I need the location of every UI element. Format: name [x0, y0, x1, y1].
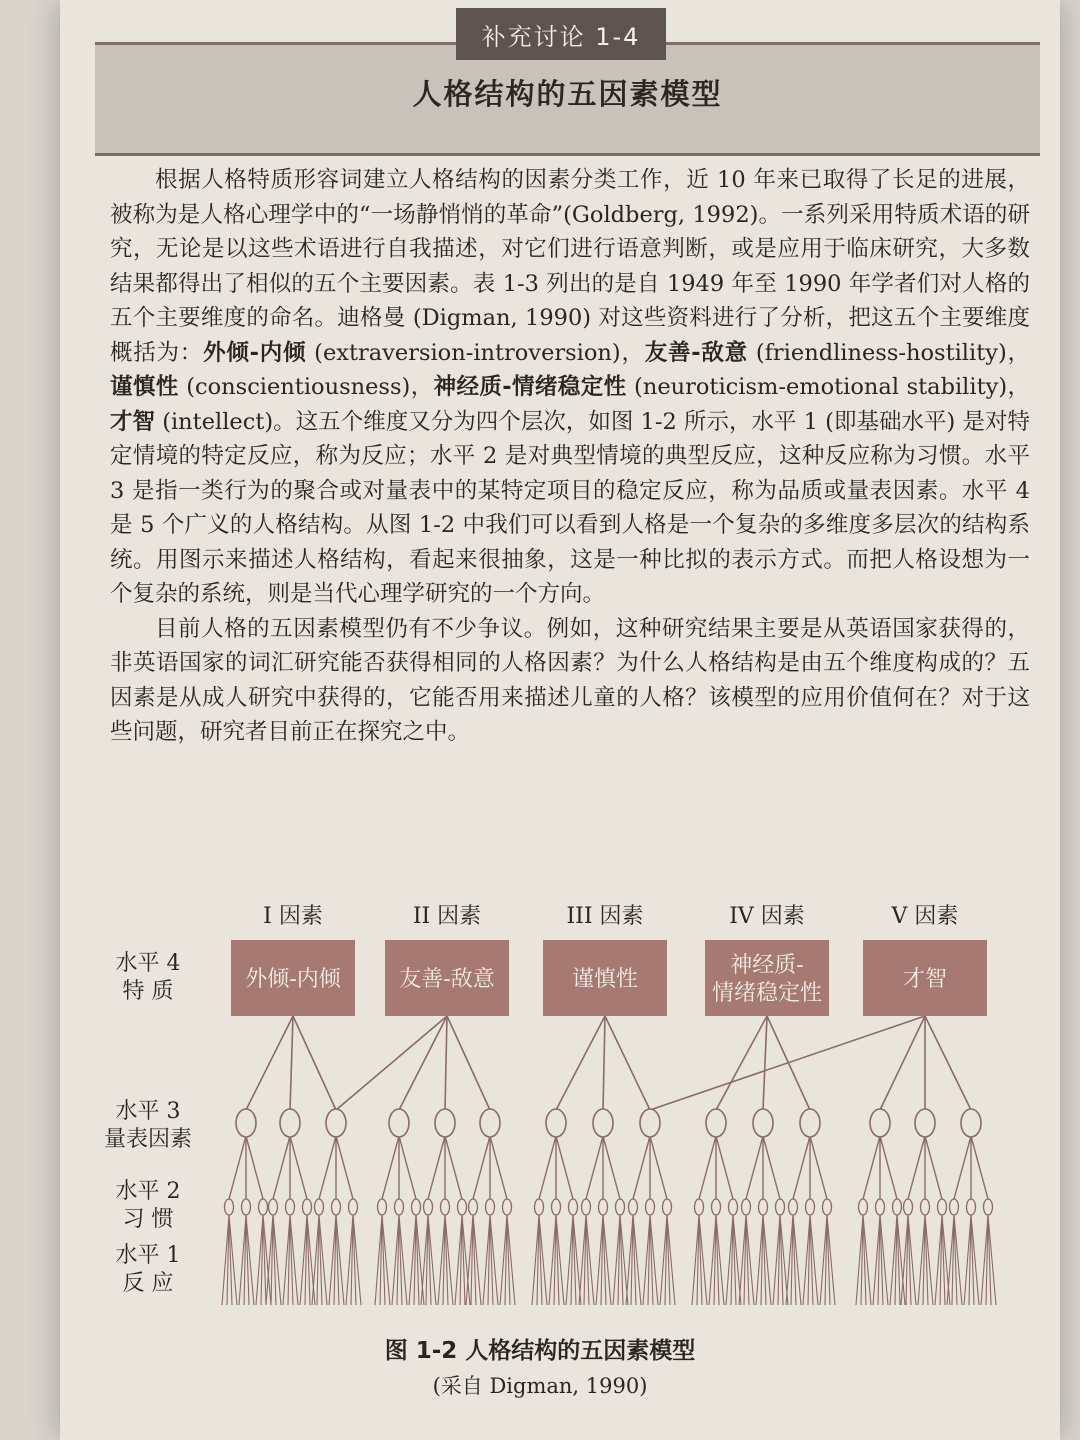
section-tab: 补充讨论 1-4 [456, 8, 666, 60]
tree-link [473, 1136, 490, 1199]
factor-label: 神经质- [730, 953, 804, 978]
figure-source: (采自 Digman, 1990) [432, 1374, 648, 1398]
factor-term: 神经质-情绪稳定性 [433, 374, 627, 400]
tree-link [319, 1136, 336, 1199]
scale-factor-node [593, 1109, 613, 1137]
factor-header: III 因素 [566, 904, 644, 929]
habit-node [789, 1199, 798, 1215]
factor-header: II 因素 [412, 904, 482, 929]
scale-factor-node [706, 1109, 726, 1137]
tree-link [428, 1136, 445, 1199]
habit-node [759, 1199, 768, 1215]
tree-link [539, 1136, 556, 1199]
habit-node [225, 1199, 234, 1215]
habit-node [695, 1199, 704, 1215]
tree-link [716, 1136, 733, 1199]
scale-factor-node [961, 1109, 981, 1137]
habit-node [315, 1199, 324, 1215]
tree-link [699, 1136, 716, 1199]
paragraph-2: 目前人格的五因素模型仍有不少争议。例如，这种研究结果主要是从英语国家获得的，非英语国家的词汇研究能否获得相同的人格因素？为什么人格结构是由五个维度构成的？五因素是从成人研究中获得的，它能否用来描述儿童的人格？该模型的应用价值何在？对于这些问题，研究者目前正在探究之中。 [110, 615, 1030, 745]
tree-link [290, 1016, 293, 1110]
text-span: (intellect)。这五个维度又分为四个层次，如图 1-2 所示，水平 1 (即基础水平) 是对特定情境的特定反应，称为反应；水平 2 是对典型情境的典型反应，这种反应称为习惯。水平 3 是指一类行为的聚合或对量表中的某特定项目的稳定反应，称为品质或量表因素。水平 4 是 5 个广义的人格结构。从图 1-2 中我们可以看到人格是一个复杂的多维度多层次的结构系统。用图示来描述人格结构，看起来很抽象，这是一种比拟的表示方式。而把人格设想为一个复杂的系统，则是当代心理学研究的一个方向。 [110, 408, 1030, 607]
scale-factor-node [280, 1109, 300, 1137]
habit-node [646, 1199, 655, 1215]
tree-link [954, 1136, 971, 1199]
tree-link [863, 1136, 880, 1199]
five-factor-diagram [0, 880, 1080, 1330]
habit-node [616, 1199, 625, 1215]
tree-link [763, 1136, 780, 1199]
habit-node [535, 1199, 544, 1215]
habit-node [967, 1199, 976, 1215]
figure-caption: 图 1-2 人格结构的五因素模型 [384, 1338, 696, 1364]
level-label: 水平 3 [115, 1099, 181, 1124]
tree-link [556, 1136, 573, 1199]
tree-link [908, 1136, 925, 1199]
page-title: 人格结构的五因素模型 [412, 77, 723, 111]
habit-node [859, 1199, 868, 1215]
scale-factor-node [800, 1109, 820, 1137]
habit-node [629, 1199, 638, 1215]
habit-node [569, 1199, 578, 1215]
tree-link [793, 1136, 810, 1199]
tree-link [273, 1136, 290, 1199]
factor-label: 外倾-内倾 [245, 967, 341, 992]
tree-link [716, 1016, 767, 1110]
habit-node [503, 1199, 512, 1215]
paragraph-1 [110, 163, 1030, 612]
tree-link [336, 1136, 353, 1199]
scale-factor-node [389, 1109, 409, 1137]
factor-header: V 因素 [891, 904, 959, 929]
tree-link [399, 1136, 416, 1199]
tree-link [556, 1016, 605, 1110]
tree-link [925, 1016, 971, 1110]
tree-link [447, 1016, 490, 1110]
habit-node [242, 1199, 251, 1215]
habit-node [269, 1199, 278, 1215]
habit-node [921, 1199, 930, 1215]
tree-link [603, 1016, 605, 1110]
habit-node [412, 1199, 421, 1215]
level-label: 特 质 [122, 979, 174, 1004]
tree-link [880, 1136, 897, 1199]
text-span: (friendliness-hostility)， [747, 339, 1030, 366]
factor-term: 谨慎性 [110, 374, 179, 400]
habit-node [599, 1199, 608, 1215]
scale-factor-node [326, 1109, 346, 1137]
factor-term: 才智 [110, 408, 156, 435]
cross-link [336, 1016, 447, 1110]
habit-node [395, 1199, 404, 1215]
tree-link [293, 1016, 336, 1110]
habit-node [729, 1199, 738, 1215]
scale-factor-node [753, 1109, 773, 1137]
habit-node [259, 1199, 268, 1215]
scale-factor-node [435, 1109, 455, 1137]
scale-factor-node [870, 1109, 890, 1137]
tree-link [246, 1016, 293, 1110]
habit-node [582, 1199, 591, 1215]
level-label: 量表因素 [103, 1127, 193, 1152]
habit-node [458, 1199, 467, 1215]
tree-link [382, 1136, 399, 1199]
scale-factor-node [640, 1109, 660, 1137]
habit-node [742, 1199, 751, 1215]
factor-label: 友善-敌意 [399, 967, 495, 992]
body-text [110, 163, 1030, 750]
habit-node [286, 1199, 295, 1215]
factor-label: 才智 [902, 967, 948, 992]
factor-term: 外倾-内倾 [203, 339, 307, 366]
text-span: (neuroticism-emotional stability)， [626, 374, 1030, 400]
tree-link [880, 1016, 925, 1110]
habit-node [469, 1199, 478, 1215]
tree-link [633, 1136, 650, 1199]
tree-link [246, 1136, 263, 1199]
habit-node [904, 1199, 913, 1215]
factor-label: 谨慎性 [571, 967, 639, 992]
habit-node [303, 1199, 312, 1215]
tree-link [810, 1136, 827, 1199]
tree-link [603, 1136, 620, 1199]
habit-node [876, 1199, 885, 1215]
tree-link [445, 1136, 462, 1199]
scale-factor-node [480, 1109, 500, 1137]
habit-node [893, 1199, 902, 1215]
factor-header: I 因素 [263, 904, 323, 929]
habit-node [806, 1199, 815, 1215]
tree-link [650, 1136, 667, 1199]
cross-link [650, 1016, 925, 1110]
tree-link [445, 1016, 447, 1110]
tree-link [229, 1136, 246, 1199]
habit-node [486, 1199, 495, 1215]
tree-link [746, 1136, 763, 1199]
habit-node [552, 1199, 561, 1215]
habit-node [776, 1199, 785, 1215]
text-span: (conscientiousness)， [178, 374, 434, 400]
tree-link [971, 1136, 988, 1199]
habit-node [378, 1199, 387, 1215]
tree-link [605, 1016, 650, 1110]
tree-link [399, 1016, 447, 1110]
habit-node [332, 1199, 341, 1215]
factor-term: 友善-敌意 [644, 339, 748, 366]
level-label: 水平 1 [115, 1243, 181, 1268]
text-span: 根据人格特质形容词建立人格结构的因素分类工作，近 10 年来已取得了长足的进展，被称为是人格心理学中的“一场静悄悄的革命”(Goldberg, 1992)。一系列采用特质术语的研究，无论是以这些术语进行自我描述，对它们进行语意判断，或是应用于临床研究，大多数结果都得出了相似的五个主要因素。表 1-3 列出的是自 1949 年至 1990 年学者们对人格的五个主要维度的命名。迪格曼 (Digman, 1990) 对这些资料进行了分析，把这五个主要维度概括为： [110, 167, 1030, 366]
habit-node [938, 1199, 947, 1215]
tree-link [586, 1136, 603, 1199]
habit-node [712, 1199, 721, 1215]
habit-node [441, 1199, 450, 1215]
level-label: 水平 2 [115, 1179, 181, 1204]
habit-node [823, 1199, 832, 1215]
factor-header: IV 因素 [729, 904, 805, 929]
scale-factor-node [915, 1109, 935, 1137]
tree-link [490, 1136, 507, 1199]
habit-node [984, 1199, 993, 1215]
habit-node [950, 1199, 959, 1215]
factor-label: 情绪稳定性 [711, 981, 823, 1006]
level-label: 习 惯 [122, 1207, 174, 1232]
scale-factor-node [546, 1109, 566, 1137]
tree-link [763, 1016, 767, 1110]
tree-link [290, 1136, 307, 1199]
habit-node [349, 1199, 358, 1215]
level-label: 水平 4 [115, 951, 181, 976]
habit-node [663, 1199, 672, 1215]
text-span: (extraversion-introversion)， [306, 339, 645, 366]
habit-node [424, 1199, 433, 1215]
scale-factor-node [236, 1109, 256, 1137]
level-label: 反 应 [122, 1271, 174, 1296]
tree-link [925, 1136, 942, 1199]
